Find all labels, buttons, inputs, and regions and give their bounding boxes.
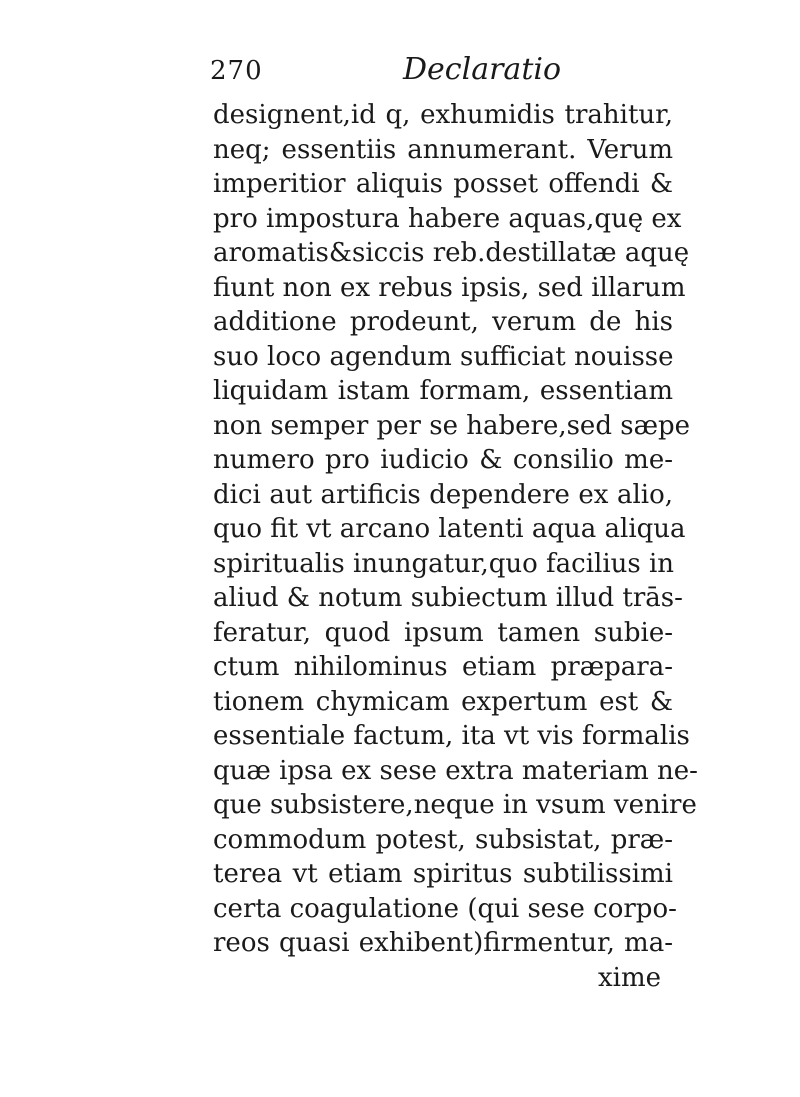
text-line: commodum potest, subsistat, præ- [213, 824, 673, 855]
text-line: certa coagulatione (qui sese corpo- [213, 893, 677, 924]
page-header [210, 52, 670, 96]
text-line: aliud & notum subiectum illud trās- [213, 583, 683, 613]
text-line: reos quasi exhibent)firmentur, ma- [213, 928, 673, 958]
text-line: imperitior aliquis posset offendi & [213, 169, 673, 199]
text-line: feratur, quod ipsum tamen subie- [213, 617, 673, 648]
text-line: fiunt non ex rebus ipsis, sed illarum [213, 272, 686, 303]
catchword: xime [598, 963, 662, 993]
text-line: tionem chymicam expertum est & [213, 686, 673, 717]
text-line: ctum nihilominus etiam præpara- [213, 652, 673, 682]
text-line: que subsistere,neque in vsum venire [213, 790, 697, 820]
text-line: pro impostura habere aquas,quę ex [213, 203, 682, 234]
running-head: Declaratio [403, 52, 562, 87]
text-line: dici aut artificis dependere ex alio, [213, 479, 673, 510]
text-line: essentiale factum, ita vt vis formalis [213, 721, 690, 751]
text-line: suo loco agendum sufficiat nouisse [213, 341, 674, 372]
page-number: 270 [210, 56, 263, 86]
text-line: spiritualis inungatur,quo facilius in [213, 548, 675, 579]
body-text [213, 98, 698, 961]
text-line: numero pro iudicio & consilio me- [213, 445, 673, 475]
text-line: non semper per se habere,sed sæpe [213, 410, 691, 441]
text-line: quæ ipsa ex sese extra materiam ne- [213, 755, 698, 786]
text-line: quo fit vt arcano latenti aqua aliqua [213, 514, 686, 544]
text-line: designent,id q, exhumidis trahitur, [213, 100, 673, 130]
text-line: neq; essentiis annumerant. Verum [213, 134, 673, 165]
text-line: additione prodeunt, verum de his [213, 307, 673, 337]
text-line: terea vt etiam spiritus subtilissimi [213, 859, 673, 889]
text-line: liquidam istam formam, essentiam [213, 376, 673, 406]
text-line: aromatis&siccis reb.destillatæ aquę [213, 238, 690, 268]
